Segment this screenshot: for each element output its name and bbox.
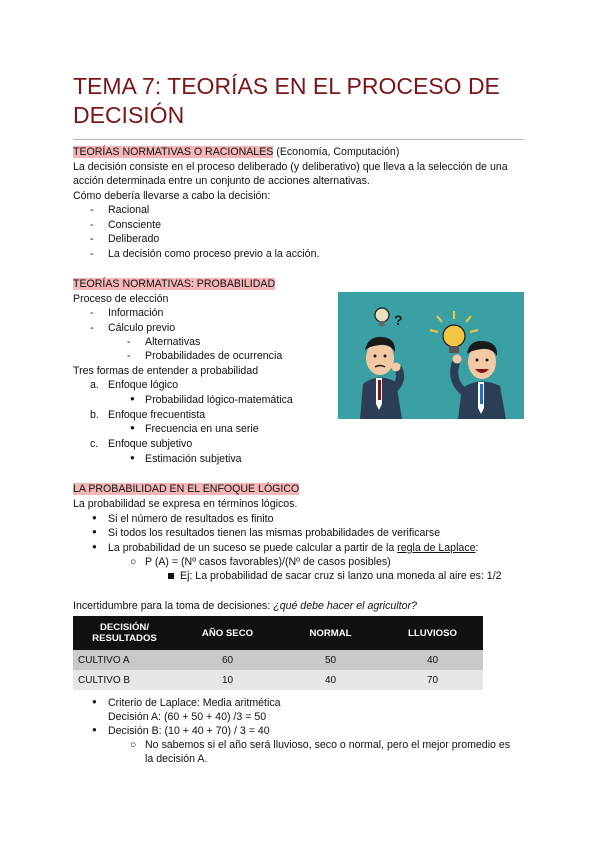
bullet-icon: ● <box>92 542 97 551</box>
list-item: - Racional <box>108 203 149 217</box>
table-cell: 40 <box>279 670 382 690</box>
decision-table <box>73 616 483 690</box>
bullet-icon: ● <box>92 527 97 536</box>
section-heading-suffix: (Economía, Computación) <box>273 146 400 158</box>
list-item-text: : <box>475 542 479 554</box>
list-subitem: Frecuencia en una serie <box>145 423 259 435</box>
laplace-rule-link[interactable]: regla de Laplace <box>397 542 476 554</box>
section-enfoque-logico <box>73 482 299 496</box>
table-header-row <box>73 616 483 650</box>
table-header-cell: LLUVIOSO <box>382 616 483 650</box>
list-item: Si todos los resultados tienen las mismas probabilidades de verificarse <box>108 527 441 539</box>
paragraph-line: Cómo debería llevarse a cabo la decisión: <box>73 190 271 202</box>
question-mark: ? <box>394 312 403 328</box>
list-item <box>108 541 478 555</box>
list-subitem: Probabilidad lógico-matemática <box>145 394 293 406</box>
list-subitem: No sabemos si el año será lluvioso, seco o normal, pero el mejor promedio es <box>145 739 511 751</box>
bullet-icon: ● <box>130 453 135 462</box>
example-item: Ej: La probabilidad de sacar cruz si lanzo una moneda al aire es: 1/2 <box>180 570 502 582</box>
list-item: - Deliberado <box>108 232 159 246</box>
header-text: DECISIÓN/ <box>99 622 150 633</box>
table-cell: 40 <box>382 650 483 670</box>
list-item: - Consciente <box>108 218 161 232</box>
list-marker: b. <box>90 409 99 421</box>
section-heading: LA PROBABILIDAD EN EL ENFOQUE LÓGICO <box>73 483 300 495</box>
table-header-cell <box>73 616 176 650</box>
list-item: Enfoque lógico <box>108 379 179 391</box>
list-item: Criterio de Laplace: Media aritmética <box>108 697 281 709</box>
section-normativas <box>73 145 399 159</box>
paragraph-line: La probabilidad se expresa en términos lógicos. <box>73 498 298 510</box>
businessmen-illustration <box>338 292 524 419</box>
paragraph-line: La decisión consiste en el proceso deliberado (y deliberativo) que lleva a la selección de una <box>73 161 508 173</box>
table-header-cell: NORMAL <box>279 616 382 650</box>
page-title: TEMA 7: TEORÍAS EN EL PROCESO DE DECISIÓN <box>73 73 500 128</box>
list-item: - La decisión como proceso previo a la acción. <box>108 247 319 261</box>
list-subitem-continuation: la decisión A. <box>145 753 208 765</box>
list-subitem: Estimación subjetiva <box>145 453 242 465</box>
table-intro-question: ¿qué debe hacer el agricultor? <box>273 600 417 612</box>
bullet-icon: ● <box>92 725 97 734</box>
list-item: - Cálculo previo <box>108 321 175 335</box>
list-item: - Información <box>108 306 163 320</box>
table-cell: 60 <box>176 650 279 670</box>
list-item-continuation: Decisión A: (60 + 50 + 40) /3 = 50 <box>108 711 267 723</box>
list-item-text: La probabilidad de un suceso se puede calcular a partir de la <box>108 542 398 554</box>
table-cell: 70 <box>382 670 483 690</box>
list-subitem: - Alternativas <box>145 335 200 349</box>
table-cell: 50 <box>279 650 382 670</box>
table-header-cell: AÑO SECO <box>176 616 279 650</box>
table-row <box>73 670 483 690</box>
table-cell: CULTIVO A <box>73 650 176 670</box>
table-row <box>73 650 483 670</box>
bullet-icon: ● <box>92 697 97 706</box>
paragraph-line: Proceso de elección <box>73 293 169 305</box>
section-probabilidad <box>73 277 275 291</box>
square-bullet-icon <box>168 573 174 579</box>
header-text: RESULTADOS <box>92 633 157 644</box>
circle-bullet-icon: ○ <box>130 556 137 568</box>
circle-bullet-icon: ○ <box>130 739 137 751</box>
title-divider <box>73 139 524 140</box>
section-heading: TEORÍAS NORMATIVAS: PROBABILIDAD <box>73 278 276 290</box>
paragraph-line: Tres formas de entender a probabilidad <box>73 365 259 377</box>
bullet-icon: ● <box>92 513 97 522</box>
table-cell: 10 <box>176 670 279 690</box>
list-marker: c. <box>90 438 99 450</box>
bullet-icon: ● <box>130 423 135 432</box>
table-intro <box>73 599 417 613</box>
bullet-icon: ● <box>130 394 135 403</box>
section-heading: TEORÍAS NORMATIVAS O RACIONALES <box>73 146 274 158</box>
list-item: Enfoque frecuentista <box>108 409 206 421</box>
list-item: Si el número de resultados es finito <box>108 513 274 525</box>
table-cell: CULTIVO B <box>73 670 176 690</box>
list-marker: a. <box>90 379 99 391</box>
formula-item: P (A) = (Nº casos favorables)/(Nº de casos posibles) <box>145 556 391 568</box>
list-item: Enfoque subjetivo <box>108 438 193 450</box>
list-item: Decisión B: (10 + 40 + 70) / 3 = 40 <box>108 725 270 737</box>
paragraph-line: acción determinada entre un conjunto de acciones alternativas. <box>73 175 370 187</box>
list-subitem: - Probabilidades de ocurrencia <box>145 349 282 363</box>
table-intro-text: Incertidumbre para la toma de decisiones: <box>73 600 274 612</box>
